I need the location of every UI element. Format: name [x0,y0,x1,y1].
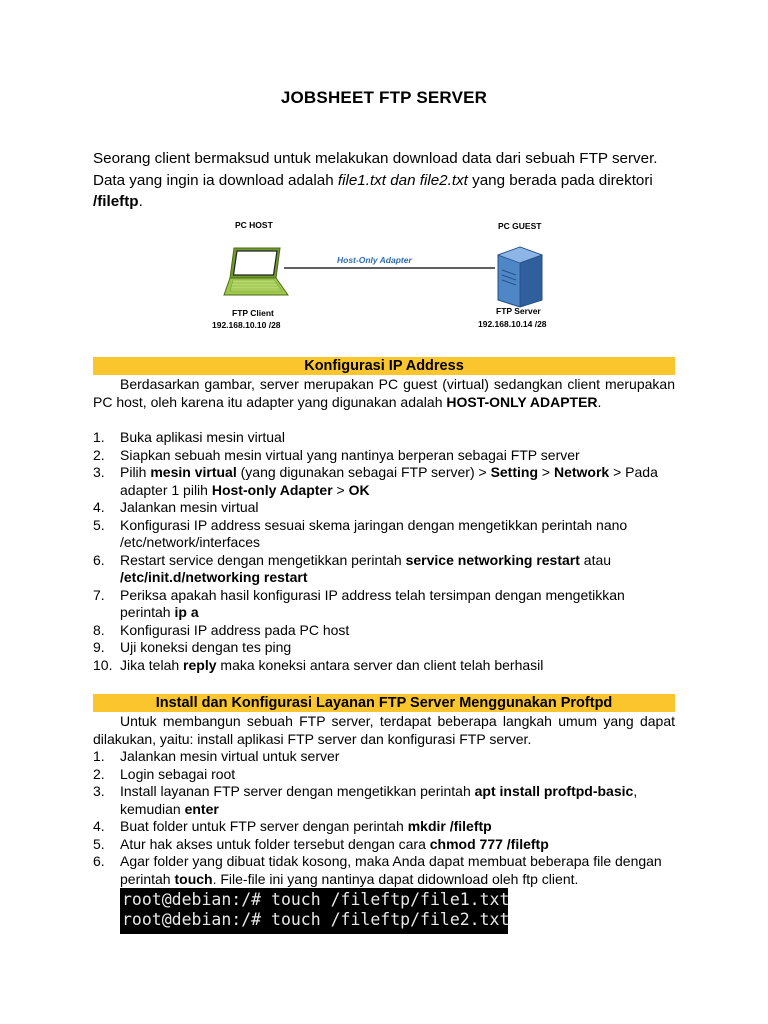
step-number: 6. [93,853,105,869]
server-name: FTP Server [496,306,541,316]
step-number: 7. [93,586,105,603]
step-number: 4. [93,499,105,515]
section2-intro-text: Untuk membangun sebuah FTP server, terdapat beberapa langkah umum yang dapat dilakukan, yaitu: install aplikasi FTP server dan konfigurasi FTP server. [93,713,675,747]
step-bold: Network [553,464,610,480]
step-number: 8. [93,621,105,638]
step-text: maka koneksi antara server dan client telah berhasil [216,656,544,673]
terminal-screenshot [120,888,508,934]
step-number: 3. [93,783,105,799]
step-number: 9. [93,639,105,655]
list-item [93,836,675,854]
section-heading-ip-address: Konfigurasi IP Address [93,357,675,375]
step-number: 3. [93,464,105,480]
step-number: 10. [93,656,113,673]
step-number: 1. [93,429,105,445]
list-item [93,657,675,675]
list-item [93,552,675,587]
intro-text-2: yang berada pada direktori [467,171,653,189]
step-bold: touch [174,870,213,887]
list-item [93,853,675,888]
step-text: Buat folder untuk FTP server dengan perintah [120,818,408,834]
terminal-line: root@debian:/# touch /fileftp/file2.txt [122,910,510,929]
laptop-icon [224,248,288,295]
step-text: Periksa apakah hasil konfigurasi IP address telah tersimpan dengan mengetikkan perintah [120,586,625,620]
intro-paragraph [93,148,678,213]
section1-intro-adapter: HOST-ONLY ADAPTER [446,393,598,410]
step-number: 1. [93,748,105,764]
step-text: Konfigurasi IP address pada PC host [120,621,350,638]
step-text: > [332,481,349,498]
step-text: Uji koneksi dengan tes ping [120,639,292,655]
step-text: Restart service dengan mengetikkan perintah [120,551,406,568]
list-item [93,587,675,622]
step-text: Jalankan mesin virtual [120,499,259,515]
step-bold: service networking restart [405,551,580,568]
step-number: 4. [93,818,105,834]
step-bold: chmod 777 /fileftp [429,835,549,852]
step-bold: mkdir /fileftp [407,818,492,834]
section1-steps [93,429,675,674]
list-item [93,517,675,552]
client-name: FTP Client [232,308,274,318]
step-text: atau [579,551,612,568]
step-number: 5. [93,835,105,852]
step-number: 2. [93,446,105,463]
intro-directory: /fileftp [93,193,139,210]
list-item [93,748,675,766]
section1-intro-period: . [597,393,602,410]
list-item [93,499,675,517]
step-text: Jalankan mesin virtual untuk server [120,748,340,764]
step-text: . File-file ini yang nantinya dapat didownload oleh ftp client. [212,870,579,887]
section2-steps [93,748,675,888]
list-item [93,464,675,499]
list-item [93,429,675,447]
terminal-line: root@debian:/# touch /fileftp/file1.txt [122,890,510,909]
step-bold: apt install proftpd-basic [474,783,634,799]
step-text: Jika telah [120,656,184,673]
step-text: Siapkan sebuah mesin virtual yang nantinya berperan sebagai FTP server [120,446,580,463]
step-bold: reply [183,656,217,673]
step-number: 2. [93,765,105,782]
pc-guest-label: PC GUEST [498,221,542,231]
step-text: Buka aplikasi mesin virtual [120,429,285,445]
network-diagram [200,215,580,335]
list-item [93,622,675,640]
section1-intro-text: Berdasarkan gambar, server merupakan PC guest (virtual) sedangkan client merupakan PC host, oleh karena itu adapter yang digunakan adalah [93,376,675,410]
step-number: 5. [93,516,105,533]
intro-text: Seorang client bermaksud untuk melakukan download data dari sebuah FTP server. Data yang ingin ia download adalah [93,150,658,189]
section2-intro [93,713,675,748]
step-bold: ip a [174,604,199,620]
document-title: JOBSHEET FTP SERVER [280,88,488,107]
step-text: > [538,464,554,480]
step-bold: Setting [490,464,539,480]
link-label: Host-Only Adapter [337,255,412,265]
step-bold: Host-only Adapter [211,481,333,498]
step-bold: /etc/init.d/networking restart [120,569,308,585]
step-text: Agar folder yang dibuat tidak kosong, maka Anda dapat membuat beberapa file dengan perintah [120,853,662,887]
server-ip: 192.168.10.14 /28 [478,319,547,329]
section1-intro [93,376,675,411]
step-text: > Pada adapter 1 pilih [120,464,658,498]
step-bold: enter [184,800,219,817]
list-item [93,783,675,818]
intro-text-3: . [138,193,143,210]
intro-files: file1.txt dan file2.txt [337,171,468,189]
step-text: Pilih [120,464,151,480]
step-text: Atur hak akses untuk folder tersebut dengan cara [120,835,430,852]
step-text: , kemudian [120,783,638,817]
client-ip: 192.168.10.10 /28 [212,320,281,330]
list-item [93,766,675,784]
step-bold: mesin virtual [150,464,237,480]
step-text: Konfigurasi IP address sesuai skema jaringan dengan mengetikkan perintah nano /etc/network/interfaces [120,516,628,550]
list-item [93,818,675,836]
step-bold: OK [348,481,370,498]
section-heading-proftpd: Install dan Konfigurasi Layanan FTP Server Menggunakan Proftpd [93,694,675,712]
step-text: (yang digunakan sebagai FTP server) > [236,464,491,480]
step-text: Install layanan FTP server dengan mengetikkan perintah [120,783,475,799]
step-number: 6. [93,551,105,568]
server-icon [498,247,542,307]
pc-host-label: PC HOST [235,220,273,230]
list-item [93,447,675,465]
step-text: Login sebagai root [120,765,236,782]
list-item [93,639,675,657]
